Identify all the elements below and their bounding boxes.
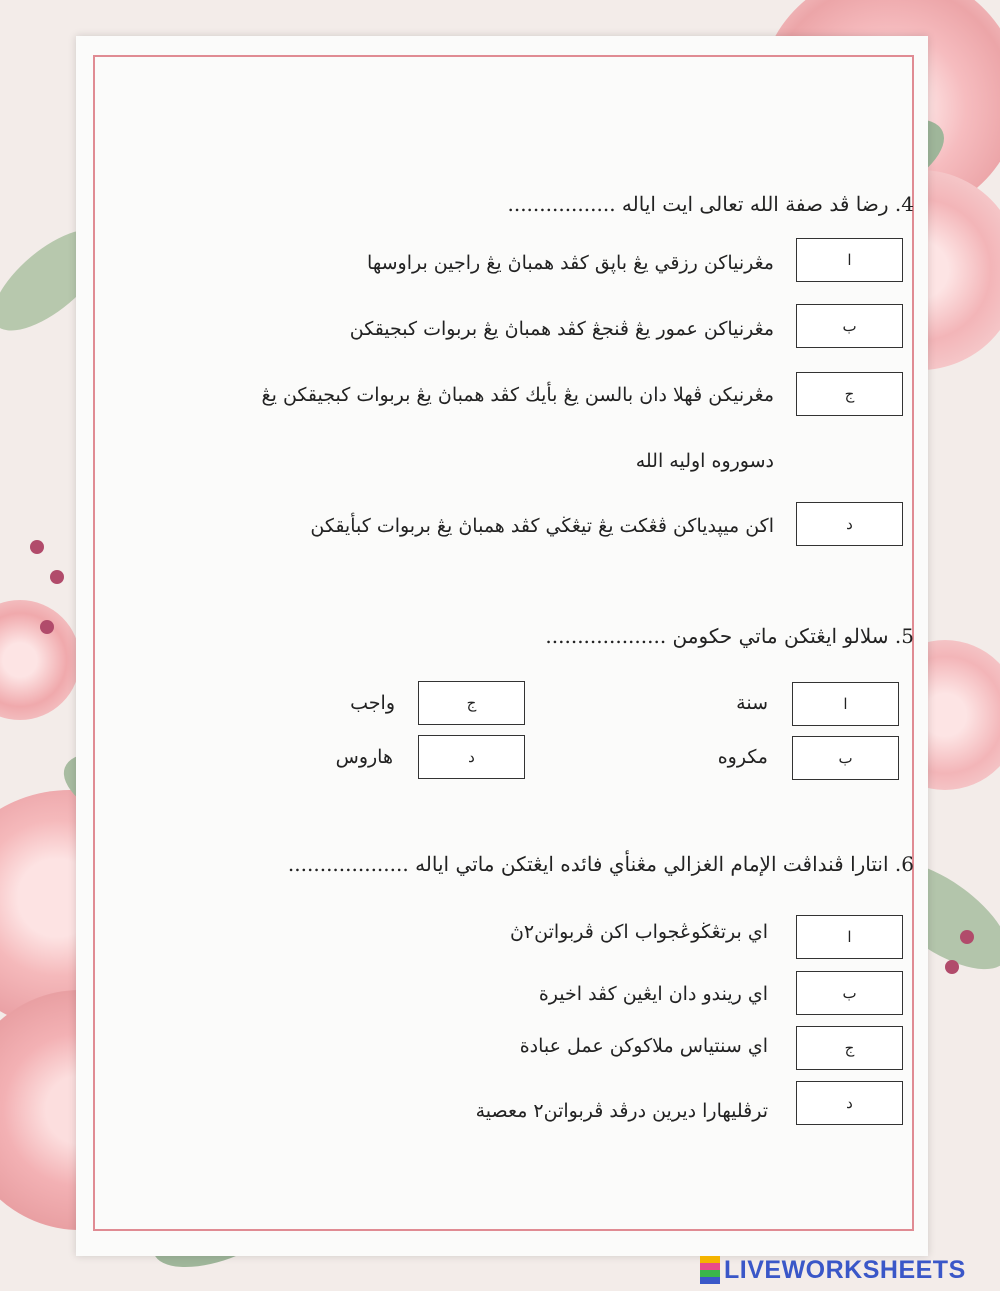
option-letter: د	[846, 515, 853, 533]
question-4-stem: 4. رضا ڤد صفة الله تعالى ايت اياله .................	[507, 192, 914, 216]
option-letter: ا	[847, 251, 852, 269]
option-letter: ج	[466, 694, 477, 712]
logo-text: LIVEWORKSHEETS	[724, 1255, 966, 1284]
q4-answer-box-b[interactable]	[796, 304, 903, 348]
berry-decoration	[960, 930, 974, 944]
option-letter: د	[468, 748, 475, 766]
q6-answer-box-d[interactable]	[796, 1081, 903, 1125]
berry-decoration	[945, 960, 959, 974]
q6-option-c-text: اي سنتياس ملاكوكن عمل عبادة	[519, 1035, 768, 1057]
option-letter: ب	[842, 317, 857, 335]
q5-answer-box-d[interactable]	[418, 735, 525, 779]
option-letter: ا	[847, 928, 852, 946]
q6-answer-box-a[interactable]	[796, 915, 903, 959]
q6-option-b-text: اي ريندو دان ايڠين كڤد اخيرة	[538, 983, 768, 1005]
q4-option-c-text: مڠرنيكن ڤهلا دان بالسن يڠ بأيك كڤد همباڽ يڠ بربوات كبجيقكن يڠ	[261, 384, 774, 406]
rose-decoration	[0, 600, 80, 720]
liveworksheets-logo	[700, 1253, 966, 1287]
question-6-stem: 6. انتارا ڤنداڤت الإمام الغزالي مڠنأي فائده ايڠتكن ماتي اياله ...................	[287, 852, 914, 876]
q6-option-a-text: اي برتڠڬوڠجواب اكن ڤربواتن٢ڽ	[509, 921, 768, 943]
berry-decoration	[30, 540, 44, 554]
question-5-stem: 5. سلالو ايڠتكن ماتي حكومن ...................	[545, 624, 914, 648]
option-letter: ا	[843, 695, 848, 713]
q5-option-c-text: واجب	[350, 692, 395, 714]
q4-option-b-text: مڠرنياكن عمور يڠ ڤنجڠ كڤد همباڽ يڠ بربوات كبجيقكن	[349, 318, 774, 340]
q5-answer-box-a[interactable]	[792, 682, 899, 726]
q6-answer-box-b[interactable]	[796, 971, 903, 1015]
q5-option-d-text: هاروس	[335, 746, 393, 768]
logo-icon	[700, 1256, 720, 1284]
q4-answer-box-a[interactable]	[796, 238, 903, 282]
berry-decoration	[50, 570, 64, 584]
q4-answer-box-c[interactable]	[796, 372, 903, 416]
q4-answer-box-d[interactable]	[796, 502, 903, 546]
option-letter: ب	[838, 749, 853, 767]
q5-option-a-text: سنة	[736, 692, 768, 714]
q4-option-d-text: اكن ميڽدياكن ڤڠكت يڠ تيڠڬي كڤد همباڽ يڠ بربوات كبأيقكن	[310, 515, 774, 537]
q5-answer-box-b[interactable]	[792, 736, 899, 780]
option-letter: ج	[844, 1039, 855, 1057]
q5-option-b-text: مكروه	[717, 746, 768, 768]
q6-answer-box-c[interactable]	[796, 1026, 903, 1070]
berry-decoration	[40, 620, 54, 634]
q4-option-a-text: مڠرنياكن رزقي يڠ باڽق كڤد همباڽ يڠ راجين براوسها	[367, 252, 774, 274]
option-letter: ب	[842, 984, 857, 1002]
q5-answer-box-c[interactable]	[418, 681, 525, 725]
q6-option-d-text: ترڤليهارا ديرين درڤد ڤربواتن٢ معصية	[475, 1100, 768, 1122]
option-letter: د	[846, 1094, 853, 1112]
q4-option-c-text-line2: دسوروه اوليه الله	[635, 450, 774, 472]
option-letter: ج	[844, 385, 855, 403]
